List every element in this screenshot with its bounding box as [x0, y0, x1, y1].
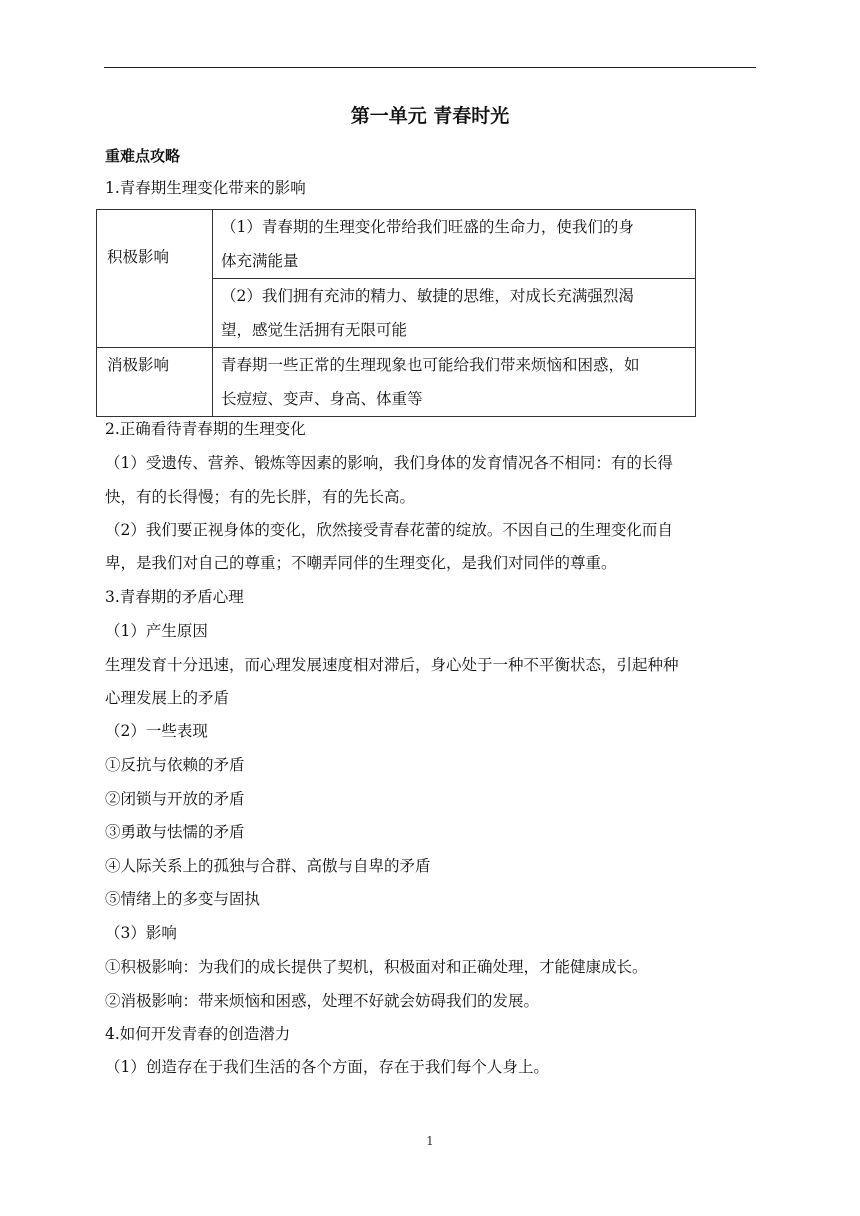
section1-title: 1.青春期生理变化带来的影响 [105, 179, 306, 197]
paragraph-line: （2）一些表现 [105, 722, 208, 740]
table-cell-line: 长痘痘、变声、身高、体重等 [221, 390, 423, 408]
list-item: ④人际关系上的孤独与合群、高傲与自卑的矛盾 [105, 857, 431, 875]
list-item: ③勇敢与怯懦的矛盾 [105, 823, 245, 841]
section-heading: 重难点攻略 [105, 147, 181, 165]
negative-impact-item [213, 348, 696, 417]
positive-impact-item-1 [213, 210, 696, 279]
list-item: ①反抗与依赖的矛盾 [105, 756, 245, 774]
header-rule [104, 67, 756, 68]
paragraph-line: 快，有的长得慢；有的先长胖，有的先长高。 [105, 488, 416, 506]
table-cell-line: 青春期一些正常的生理现象也可能给我们带来烦恼和困惑，如 [221, 356, 640, 374]
paragraph-line: （1）产生原因 [105, 622, 208, 640]
negative-impact-label: 消极影响 [97, 348, 213, 417]
list-item: ①积极影响：为我们的成长提供了契机，积极面对和正确处理，才能健康成长。 [105, 958, 648, 976]
positive-impact-label: 积极影响 [97, 210, 213, 348]
document-title: 第一单元 青春时光 [350, 105, 510, 127]
table-cell-line: （1）青春期的生理变化带给我们旺盛的生命力，使我们的身 [221, 218, 634, 236]
section3-title: 3.青春期的矛盾心理 [105, 588, 244, 606]
paragraph-line: 心理发展上的矛盾 [105, 689, 230, 707]
list-item: ⑤情绪上的多变与固执 [105, 890, 261, 908]
positive-impact-item-2 [213, 279, 696, 348]
section4-title: 4.如何开发青春的创造潜力 [105, 1025, 291, 1043]
table-row [97, 210, 696, 279]
paragraph-line: （3）影响 [105, 924, 177, 942]
table-row [97, 348, 696, 417]
table-cell-line: （2）我们拥有充沛的精力、敏捷的思维，对成长充满强烈渴 [221, 287, 634, 305]
table-cell-line: 体充满能量 [221, 252, 299, 270]
paragraph-line: 生理发育十分迅速，而心理发展速度相对滞后，身心处于一种不平衡状态，引起种种 [105, 656, 679, 674]
table-cell-line: 望，感觉生活拥有无限可能 [221, 321, 408, 339]
page-number: 1 [426, 1134, 434, 1148]
section2-title: 2.正确看待青春期的生理变化 [105, 420, 306, 438]
list-item: ②消极影响：带来烦恼和困惑，处理不好就会妨碍我们的发展。 [105, 992, 540, 1010]
paragraph-line: （2）我们要正视身体的变化，欣然接受青春花蕾的绽放。不因自己的生理变化而自 [105, 521, 673, 539]
paragraph-line: （1）受遗传、营养、锻炼等因素的影响，我们身体的发育情况各不相同：有的长得 [105, 454, 673, 472]
paragraph-line: （1）创造存在于我们生活的各个方面，存在于我们每个人身上。 [105, 1058, 549, 1076]
impact-table [96, 209, 696, 417]
list-item: ②闭锁与开放的矛盾 [105, 790, 245, 808]
paragraph-line: 卑，是我们对自己的尊重；不嘲弄同伴的生理变化，是我们对同伴的尊重。 [105, 554, 617, 572]
